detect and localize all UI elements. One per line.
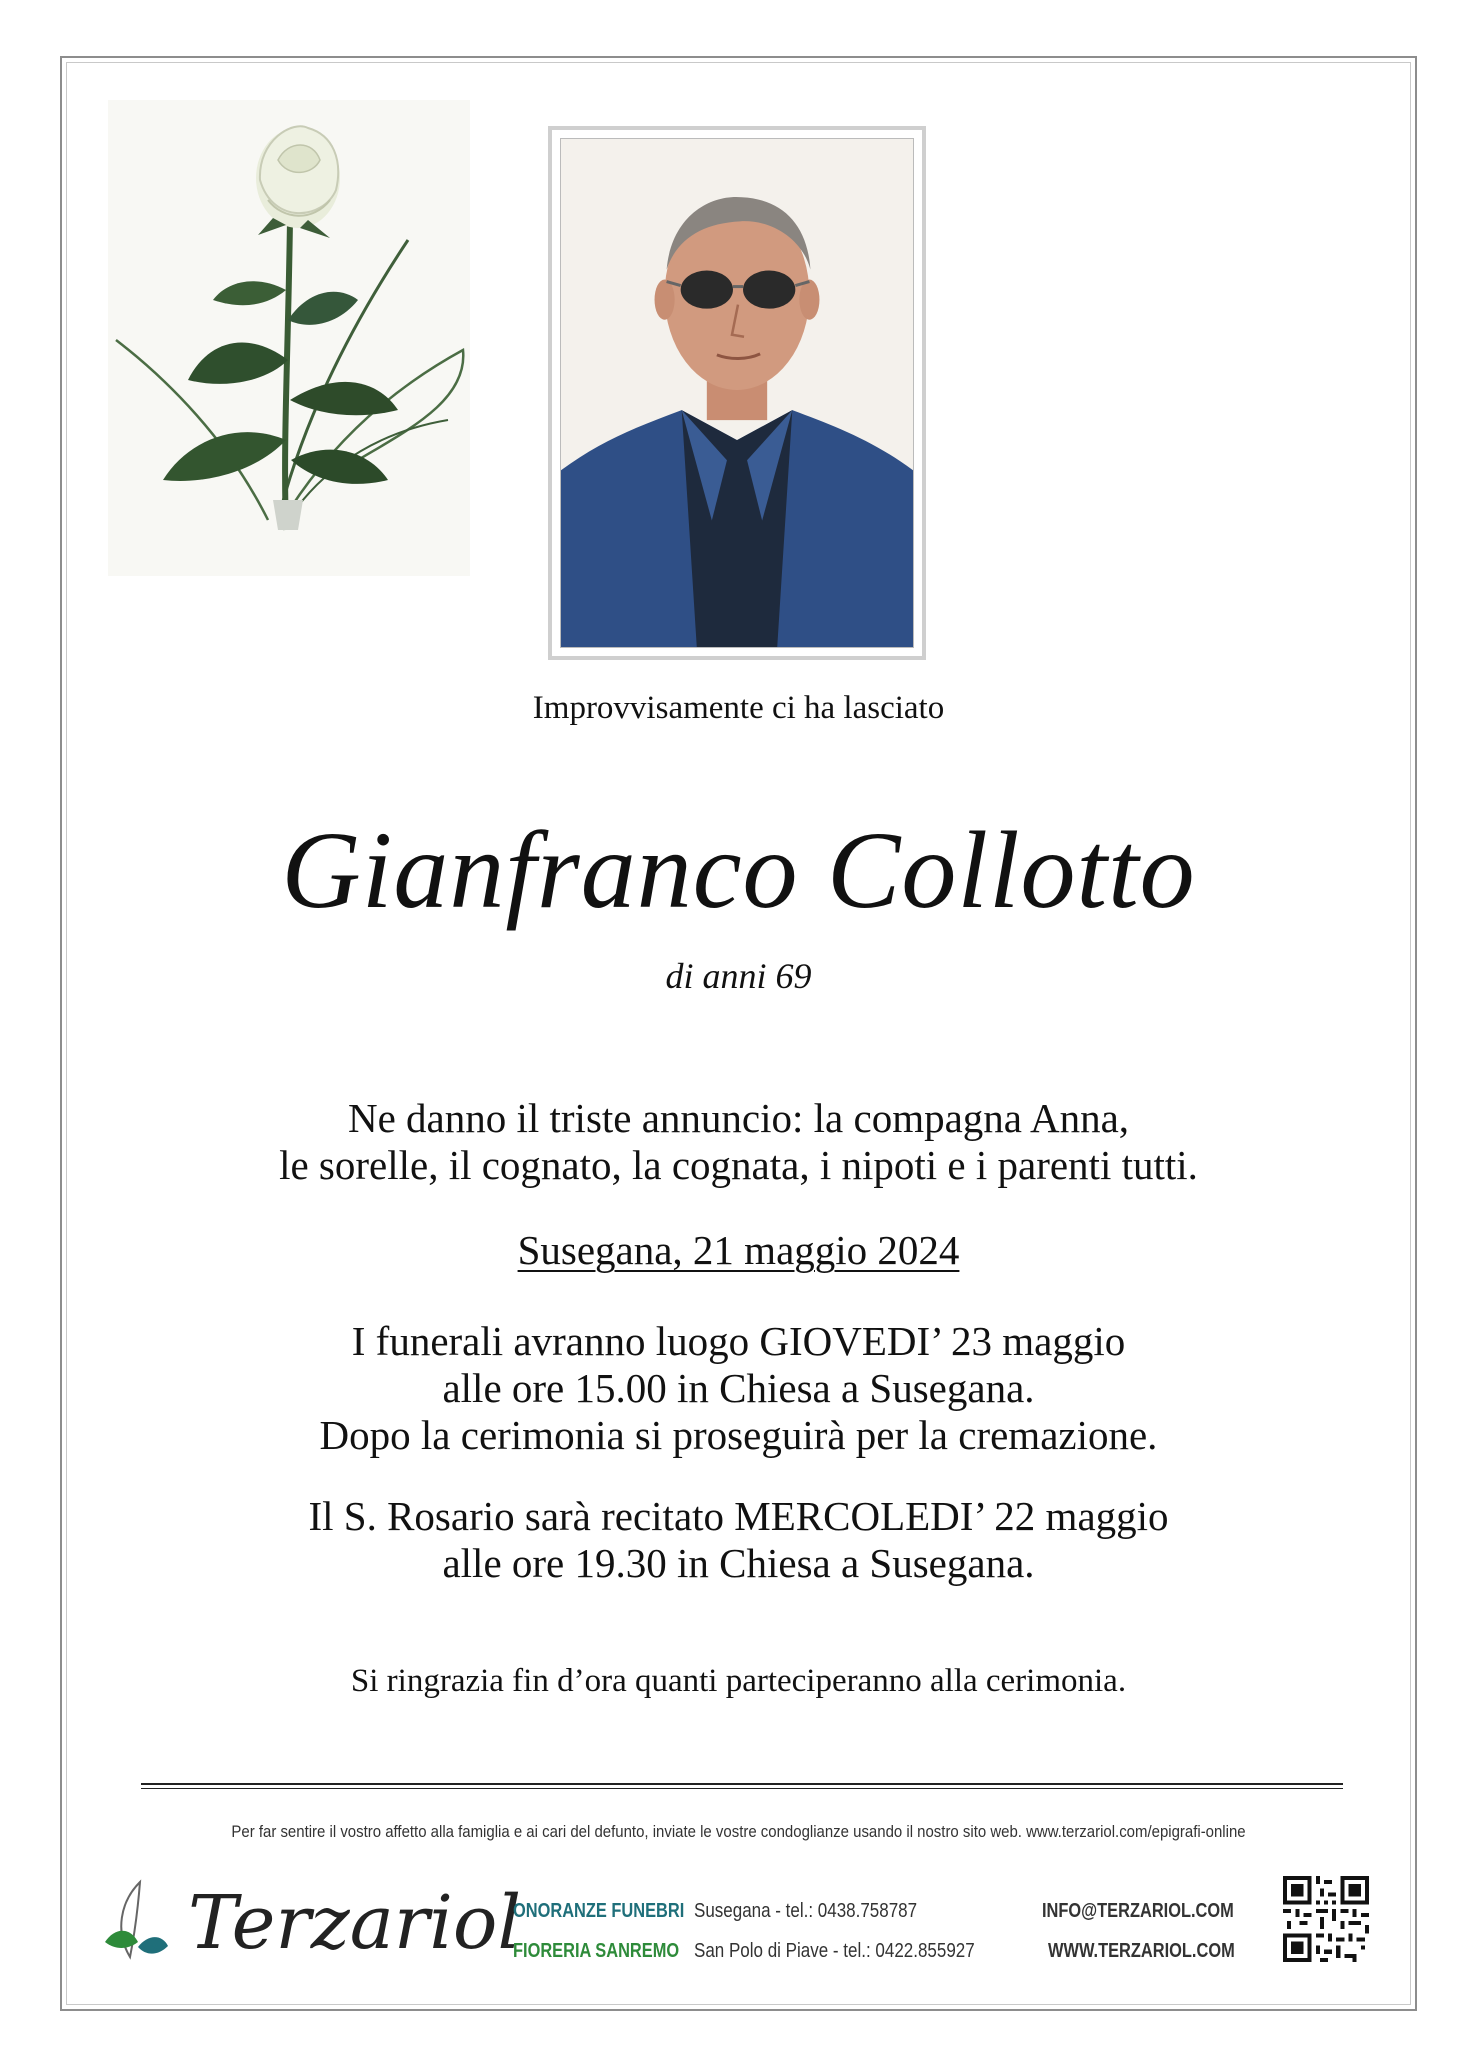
- website-link[interactable]: WWW.TERZARIOL.COM: [1048, 1940, 1235, 1962]
- funeral-line: Dopo la cerimonia si proseguirà per la cremazione.: [319, 1412, 1158, 1458]
- place-date: [0, 1226, 1477, 1274]
- footer-divider: [141, 1783, 1343, 1789]
- deceased-age: di anni 69: [665, 956, 812, 996]
- thanks-text: Si ringrazia fin d’ora quanti parteciperanno alla cerimonia.: [350, 1663, 1127, 1699]
- service1-label: ONORANZE FUNEBRI: [513, 1900, 685, 1922]
- condolence-note: Per far sentire il vostro affetto alla famiglia e ai cari del defunto, inviate le vostre condoglianze usando il nostro sito web. www.terzariol.com/epigrafi-online: [231, 1822, 1246, 1841]
- funeral-line: I funerali avranno luogo GIOVEDI’ 23 maggio: [351, 1318, 1126, 1364]
- deceased-name: Gianfranco Collotto: [281, 809, 1196, 931]
- intro-text: Improvvisamente ci ha lasciato: [532, 690, 945, 726]
- white-rose-icon: [108, 100, 470, 576]
- qr-code-icon[interactable]: [1283, 1876, 1369, 1962]
- rosary-line: alle ore 19.30 in Chiesa a Susegana.: [442, 1540, 1035, 1586]
- service1-detail: Susegana - tel.: 0438.758787: [694, 1900, 918, 1922]
- service2-label: FIORERIA SANREMO: [513, 1940, 680, 1962]
- company-logo: [100, 1872, 522, 1982]
- logo-text: Terzariol: [188, 1880, 522, 1966]
- email-link[interactable]: INFO@TERZARIOL.COM: [1042, 1900, 1234, 1922]
- announcement-line: Ne danno il triste annuncio: la compagna Anna,: [347, 1095, 1130, 1141]
- place-date-text: Susegana, 21 maggio 2024: [517, 1227, 960, 1273]
- rosary-info: [0, 1493, 1477, 1587]
- funeral-info: [0, 1318, 1477, 1459]
- rosary-line: Il S. Rosario sarà recitato MERCOLEDI’ 22 maggio: [308, 1493, 1169, 1539]
- funeral-line: alle ore 15.00 in Chiesa a Susegana.: [442, 1365, 1035, 1411]
- announcement-line: le sorelle, il cognato, la cognata, i nipoti e i parenti tutti.: [279, 1142, 1198, 1188]
- service2-detail: San Polo di Piave - tel.: 0422.855927: [694, 1940, 975, 1962]
- portrait-photo: [548, 126, 926, 660]
- leaf-logo-icon: [100, 1872, 170, 1972]
- announcement: [0, 1095, 1477, 1189]
